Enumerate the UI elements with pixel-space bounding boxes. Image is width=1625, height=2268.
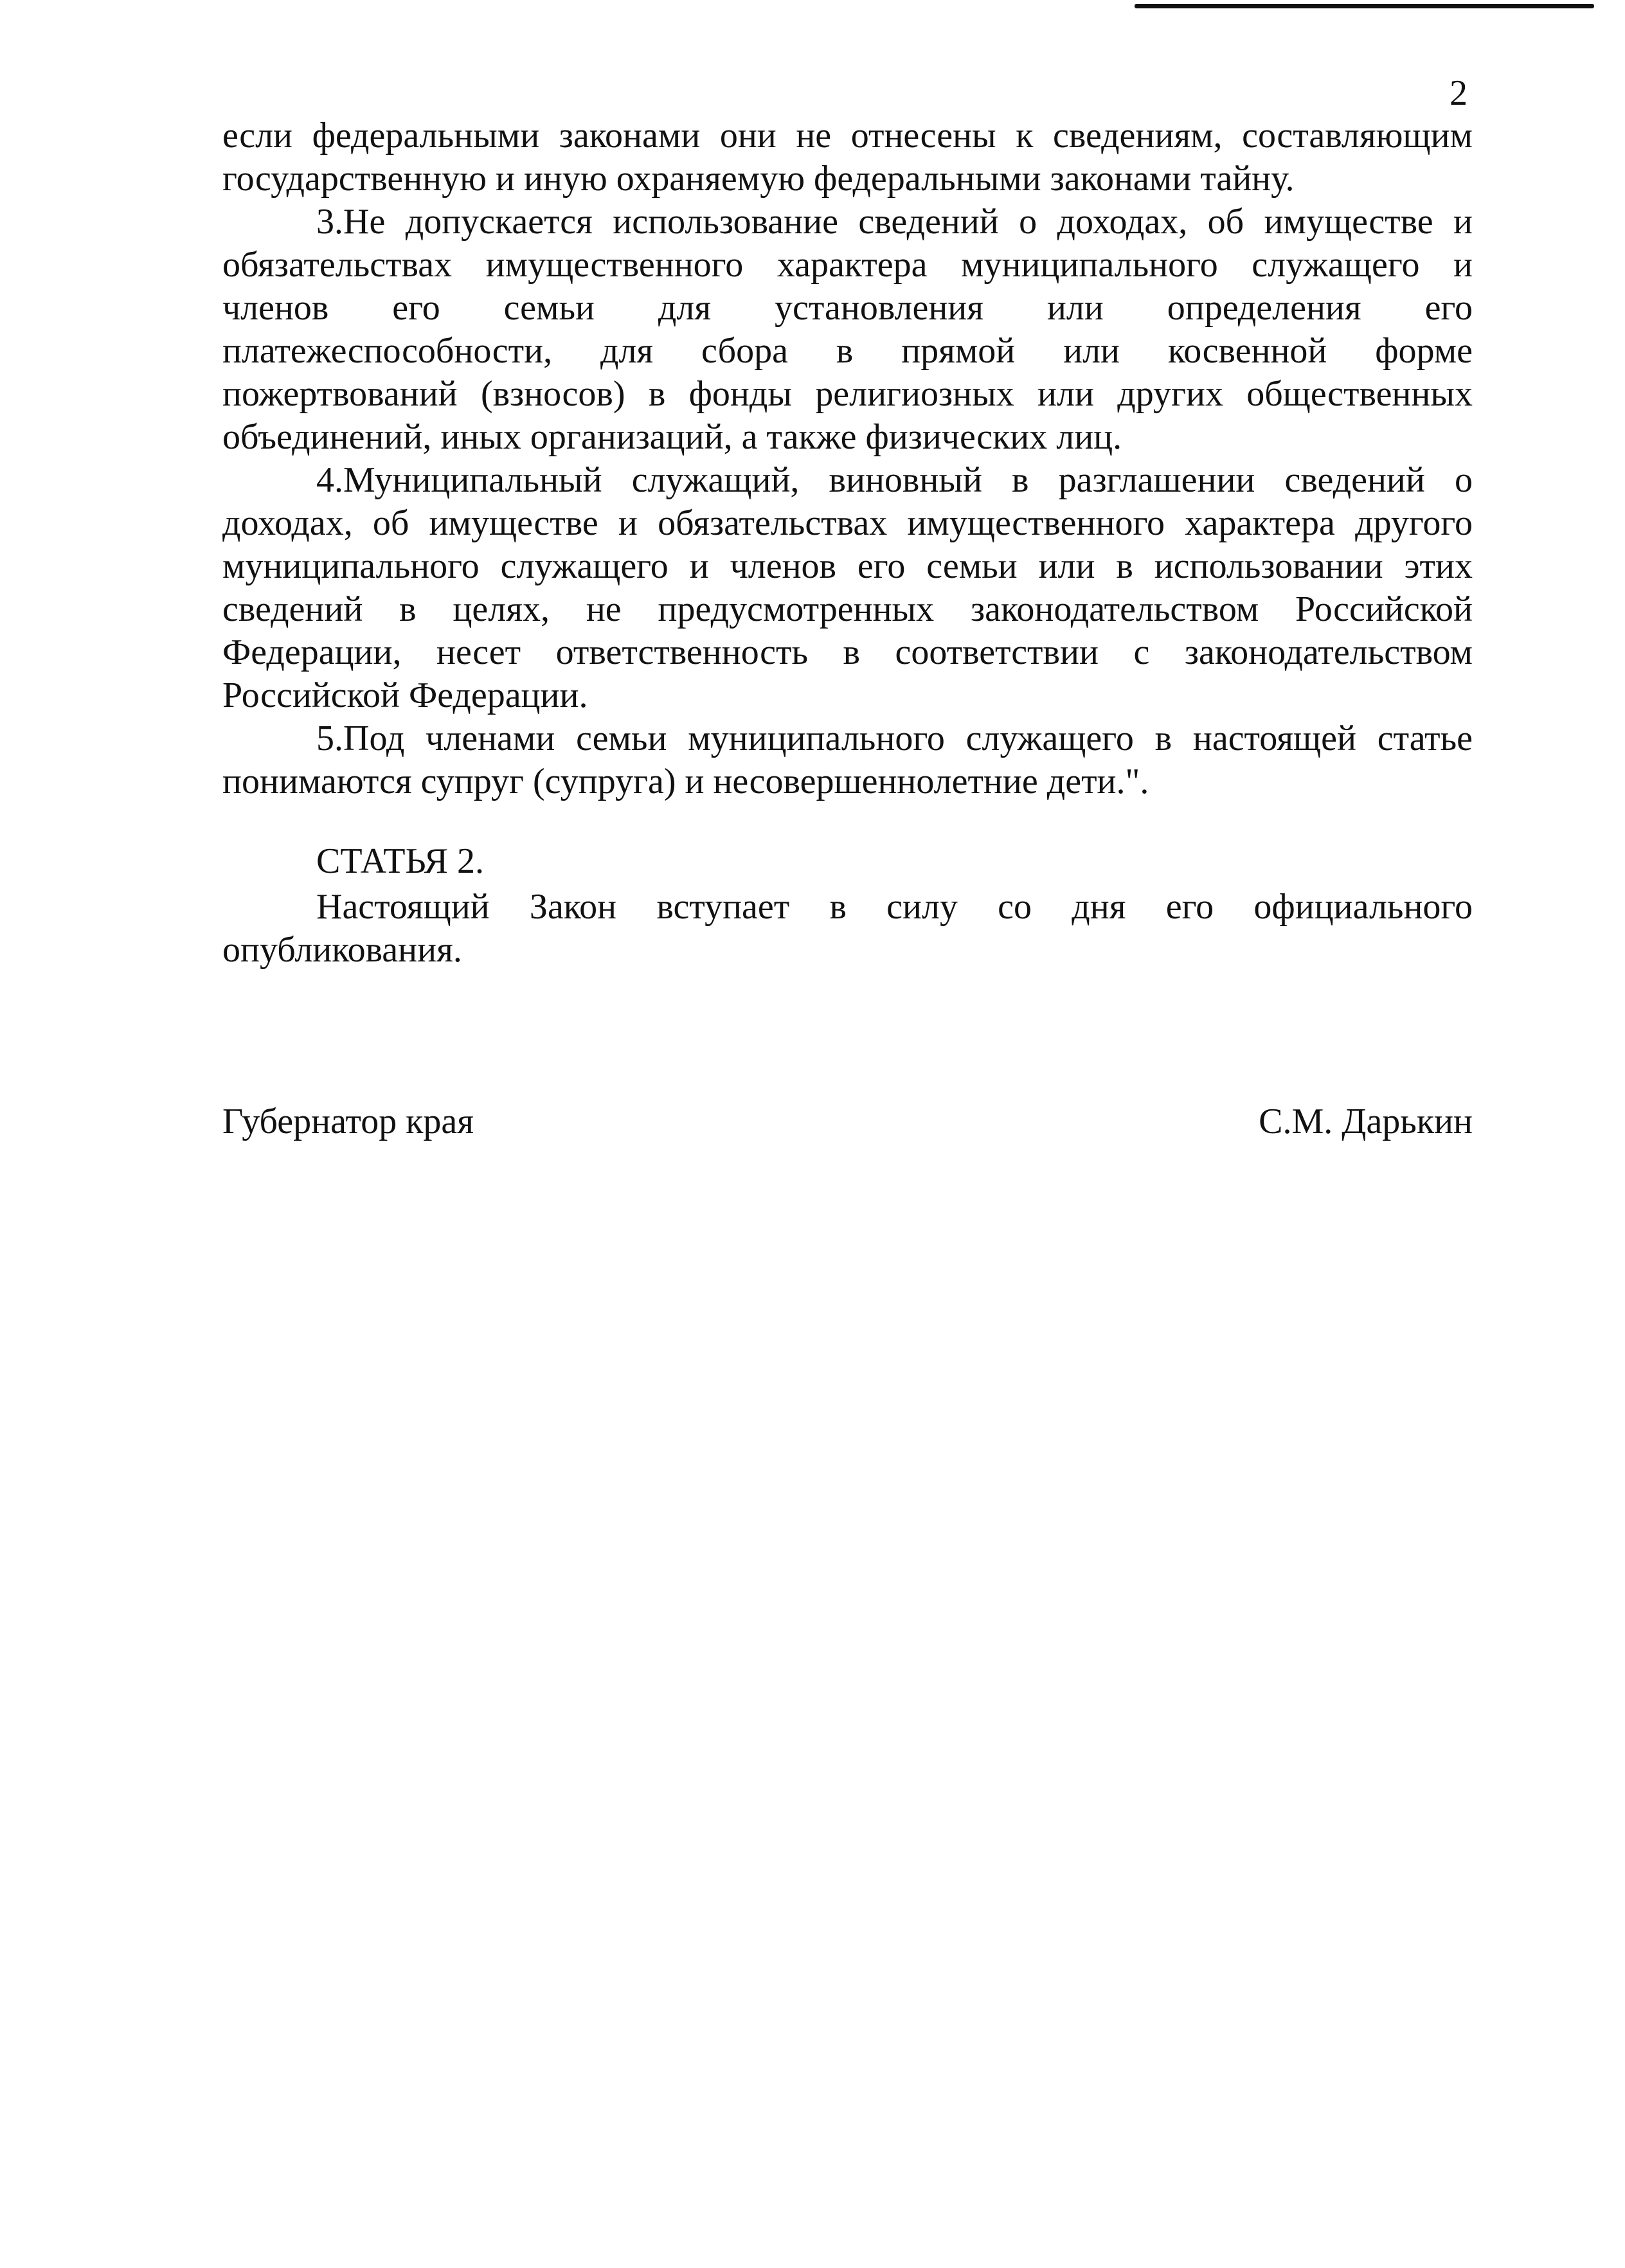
- article-2-heading: СТАТЬЯ 2.: [316, 841, 485, 881]
- text-line: Российской Федерации.: [222, 675, 588, 715]
- text-line: понимаются супруг (супруга) и несовершеннолетние дети.".: [222, 762, 1149, 801]
- text-line: опубликования.: [222, 930, 462, 970]
- text-line: объединений, иных организаций, а также физических лиц.: [222, 417, 1122, 457]
- text-line: Настоящий Закон вступает в силу со дня его официального: [316, 887, 1473, 927]
- text-line: обязательствах имущественного характера муниципального служащего и: [222, 245, 1473, 285]
- text-line: государственную и иную охраняемую федеральными законами тайну.: [222, 159, 1295, 199]
- text-line: 4.Муниципальный служащий, виновный в разглашении сведений о: [316, 460, 1473, 500]
- text-line: если федеральными законами они не отнесены к сведениям, составляющим: [222, 116, 1473, 156]
- article-2-text: [222, 886, 1473, 972]
- article-1-continuation: [222, 114, 1473, 803]
- text-line: 3.Не допускается использование сведений о доходах, об имуществе и: [316, 202, 1473, 242]
- text-line: членов его семьи для установления или определения его: [222, 288, 1473, 328]
- document-body: [222, 114, 1473, 972]
- signature-name: С.М. Дарькин: [1259, 1102, 1473, 1141]
- text-line: доходах, об имуществе и обязательствах имущественного характера другого: [222, 503, 1473, 543]
- page-number: 2: [1450, 73, 1468, 113]
- text-line: 5.Под членами семьи муниципального служащего в настоящей статье: [316, 719, 1473, 758]
- text-line: Федерации, несет ответственность в соответствии с законодательством: [222, 632, 1473, 672]
- text-line: платежеспособности, для сбора в прямой или косвенной форме: [222, 331, 1473, 371]
- text-line: сведений в целях, не предусмотренных законодательством Российской: [222, 589, 1473, 629]
- text-line: пожертвований (взносов) в фонды религиозных или других общественных: [222, 374, 1473, 414]
- scan-edge-line: [1135, 4, 1594, 8]
- signature-position: Губернатор края: [222, 1102, 474, 1141]
- text-line: муниципального служащего и членов его семьи или в использовании этих: [222, 546, 1473, 586]
